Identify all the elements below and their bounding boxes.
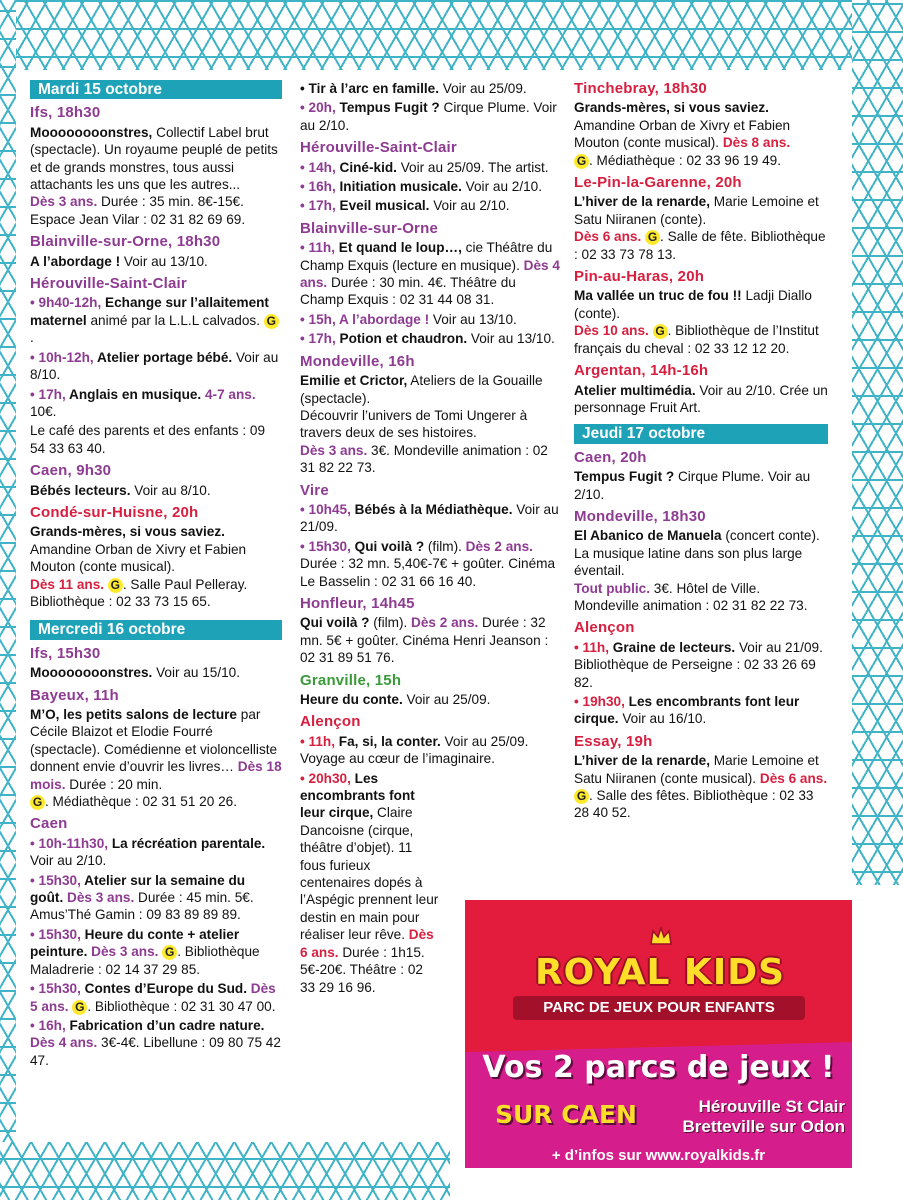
event-entry: [30, 926, 282, 978]
ad-location-2: Bretteville sur Odon: [682, 1117, 845, 1136]
event-entry: [30, 980, 282, 1015]
event-entry: [30, 253, 282, 270]
event-info: Voir au 25/09. The artist.: [396, 159, 549, 175]
event-desc: Collectif Label brut (spectacle). Un royaume peuplé de petits et de grands monstres, tous aussi attachants les uns que les autres...: [30, 124, 278, 193]
event-info: Voir au 16/10.: [618, 711, 707, 727]
event-time: • 10h-12h,: [30, 349, 94, 365]
event-entry: [30, 124, 282, 228]
event-info: Voir au 25/09.: [402, 692, 491, 707]
free-badge-icon: G: [653, 324, 668, 339]
age-label: Dès 11 ans.: [30, 576, 105, 592]
event-desc: Découvrir l’univers de Tomi Ungerer à travers deux de ses histoires.: [300, 407, 528, 441]
event-desc: (concert conte). La musique latine dans son plus large éventail.: [574, 528, 820, 579]
city-heading: Honfleur, 14h45: [300, 594, 415, 612]
event-time: • 11h,: [300, 733, 335, 749]
event-entry: [574, 99, 828, 169]
event-title: Echange sur l’allaitement maternel: [30, 295, 269, 328]
free-badge-icon: G: [30, 795, 45, 810]
ad-location-1: Hérouville St Clair: [698, 1097, 845, 1116]
ad-headline: Vos 2 parcs de jeux !: [482, 1050, 835, 1085]
event-info: Voir au 8/10.: [130, 482, 211, 498]
event-info: Cirque Plume. Voir au 2/10.: [574, 469, 811, 502]
city-heading: Hérouville-Saint-Clair: [300, 139, 457, 157]
event-entry: [574, 693, 828, 728]
event-entry: [30, 835, 282, 870]
event-title: Potion et chaudron.: [335, 331, 468, 347]
event-desc: Marie Lemoine et Satu Niiranen (conte musical).: [574, 753, 819, 786]
event-title: Heure du conte.: [300, 692, 403, 707]
event-title: Tempus Fugit ?: [335, 100, 440, 116]
event-time: • 15h, A l’abordage !: [300, 311, 430, 327]
event-title: Et quand le loup…,: [335, 240, 462, 256]
pattern-border-left: [0, 0, 16, 1200]
event-info: . Médiathèque : 02 31 51 20 26.: [45, 794, 237, 810]
free-badge-icon: G: [574, 154, 589, 169]
event-time: • 17h,: [300, 331, 336, 347]
event-info: Claire Dancoisne (cirque, théâtre d’objet). 11 fous furieux centenaires dopés à l’Aspégic prennent leur destin en main pour réaliser leur rêve.: [300, 805, 439, 943]
event-info: Voir au 2/10.: [461, 179, 543, 195]
column-right: [574, 78, 828, 824]
event-title: A l’abordage !: [30, 253, 121, 269]
event-time: • 10h45,: [300, 501, 351, 517]
event-info: Durée : 32 mn. 5,40€-7€ + goûter. Cinéma Le Basselin : 02 31 66 16 40.: [300, 556, 556, 589]
event-time: • 10h-11h30,: [30, 835, 109, 851]
event-title: Les encombrants font leur cirque,: [300, 770, 415, 821]
city-heading: Alençon: [300, 713, 361, 731]
ad-city: SUR CAEN: [495, 1100, 637, 1129]
column-middle: [300, 80, 562, 998]
event-time: • 15h30,: [30, 926, 81, 942]
event-info: Voir au 25/09. Voyage au cœur de l’imaginaire.: [300, 733, 529, 767]
event-info: Voir au 13/10.: [467, 331, 555, 347]
event-title: Contes d’Europe du Sud.: [80, 981, 248, 997]
event-entry: [574, 527, 828, 614]
event-info: . Bibliothèque de l’Institut français du cheval : 02 33 12 12 20.: [574, 323, 819, 356]
city-heading: Le-Pin-la-Garenne, 20h: [574, 174, 742, 192]
event-time: • 11h,: [574, 639, 609, 655]
event-desc: Ladji Diallo (conte).: [574, 288, 812, 321]
event-info: cie Théâtre du Champ Exquis (lecture en musique).: [300, 240, 553, 273]
event-note: Le café des parents et des enfants : 09 54 33 63 40.: [30, 423, 266, 456]
city-heading: Caen, 9h30: [30, 462, 112, 480]
event-time: • 20h,: [300, 100, 336, 116]
event-title: Ma vallée un truc de fou !!: [574, 288, 742, 304]
event-desc: par Cécile Blaizot et Elodie Fourré (spectacle). Comédienne et violoncelliste donnent envie d’ouvrir les livres…: [30, 707, 278, 775]
event-info: Durée : 30 min. 4€. Théâtre du Champ Exquis : 02 31 44 08 31.: [300, 275, 516, 308]
event-time: • 17h,: [300, 198, 336, 214]
event-info: . Salle de fête. Bibliothèque : 02 33 73 78 13.: [574, 229, 826, 262]
event-info: (film).: [424, 538, 462, 554]
event-info: Voir au 21/09. Bibliothèque de Perseigne : 02 33 26 69 82.: [574, 639, 823, 690]
event-entry: [300, 372, 562, 476]
event-title: • Tir à l’arc en famille.: [300, 81, 439, 96]
event-info: Voir au 2/10. Crée un personnage Fruit Art.: [574, 382, 828, 415]
event-entry: [300, 733, 562, 768]
free-badge-icon: G: [645, 230, 660, 245]
age-label: Dès 18 mois.: [30, 759, 282, 792]
age-label: Dès 6 ans.: [300, 927, 434, 960]
event-info: Voir au 2/10.: [429, 198, 510, 214]
event-entry: • 9h40-12h, Echange sur l’allaitement maternel animé par la L.L.L calvados. G.: [30, 294, 282, 346]
ad-locations: [655, 1097, 845, 1137]
pattern-border-right: [852, 0, 903, 885]
column-left: [30, 78, 282, 1071]
city-heading: Bayeux, 11h: [30, 686, 119, 704]
event-entry: [574, 752, 828, 822]
event-info: . Bibliothèque Maladrerie : 02 14 37 29 85.: [30, 944, 260, 977]
event-entry: [300, 239, 562, 309]
event-entry: [300, 80, 562, 97]
city-heading: Caen, 20h: [574, 448, 647, 466]
event-title: Grands-mères, si vous saviez.: [30, 524, 225, 540]
pattern-border-bottom: [0, 1142, 450, 1200]
age-label: Dès 3 ans.: [300, 442, 368, 458]
ad-tagline: PARC DE JEUX POUR ENFANTS: [513, 996, 805, 1020]
event-title: Emilie et Crictor,: [300, 373, 408, 389]
city-heading: Granville, 15h: [300, 671, 402, 689]
event-entry: [300, 178, 562, 195]
event-entry: [300, 614, 562, 666]
event-title: Moooooooonstres,: [30, 124, 153, 140]
age-label: 4-7 ans.: [201, 386, 256, 402]
free-badge-icon: G: [162, 945, 177, 960]
event-title: Qui voilà ?: [350, 538, 425, 554]
event-info: Durée : 32 mn. 5€ + goûter. Cinéma Henri Jeanson : 02 31 89 51 76.: [300, 615, 549, 666]
event-entry: [30, 386, 282, 421]
age-label: Tout public.: [574, 580, 651, 596]
event-title: L’hiver de la renarde,: [574, 194, 710, 210]
event-time: • 15h30,: [30, 872, 81, 888]
event-time: • 15h30,: [30, 981, 81, 997]
age-label: Dès 3 ans.: [30, 194, 98, 210]
event-time: • 19h30,: [574, 694, 625, 709]
age-label: Dès 10 ans.: [574, 323, 649, 339]
city-heading: Blainville-sur-Orne, 18h30: [30, 233, 221, 251]
event-entry: [574, 468, 828, 503]
event-info: Voir au 8/10.: [30, 349, 279, 383]
event-entry: [574, 639, 828, 691]
event-entry: [300, 691, 562, 708]
event-entry: [300, 330, 562, 347]
event-title: L’hiver de la renarde,: [574, 753, 710, 769]
age-label: Dès 4 ans.: [300, 257, 560, 291]
free-badge-icon: G: [264, 314, 279, 329]
event-info: Voir au 21/09.: [300, 501, 559, 535]
city-heading: Tinchebray, 18h30: [574, 80, 707, 97]
city-heading: Condé-sur-Huisne, 20h: [30, 503, 199, 521]
city-heading: Ifs, 18h30: [30, 104, 101, 122]
city-heading: Essay, 19h: [574, 732, 653, 750]
event-entry: [300, 501, 562, 536]
event-time: • 15h30,: [300, 538, 351, 554]
event-time: • 20h30,: [300, 770, 351, 786]
event-entry: [300, 538, 562, 590]
event-time: • 11h,: [300, 240, 335, 256]
event-title: Atelier portage bébé.: [93, 349, 233, 365]
event-title: Graine de lecteurs.: [609, 639, 736, 655]
event-info: Voir au 25/09.: [439, 81, 527, 96]
event-entry: [300, 770, 440, 996]
event-title: Tempus Fugit ?: [574, 469, 675, 485]
age-label: Dès 2 ans.: [461, 538, 533, 554]
event-title: Atelier sur la semaine du goût.: [30, 872, 246, 906]
city-heading: Mondeville, 16h: [300, 352, 415, 370]
city-heading: Pin-au-Haras, 20h: [574, 268, 705, 286]
day-header: Mercredi 16 octobre: [30, 620, 282, 639]
age-label: Dès 8 ans.: [719, 135, 791, 151]
event-info: Voir au 13/10.: [429, 311, 517, 327]
age-label: Dès 6 ans.: [574, 229, 642, 245]
event-info: Voir au 2/10.: [30, 853, 107, 869]
event-info: (film).: [369, 615, 408, 631]
event-info: 3€-4€. Libellune : 09 80 75 42 47.: [30, 1035, 281, 1068]
day-header: Mardi 15 octobre: [30, 80, 282, 99]
event-entry: [574, 287, 828, 357]
event-title: Bébés à la Médiathèque.: [350, 501, 513, 517]
city-heading: Vire: [300, 481, 329, 499]
event-desc: Marie Lemoine et Satu Niiranen (conte).: [574, 194, 819, 227]
event-entry: [30, 349, 282, 384]
event-title: Fabrication d’un cadre nature.: [65, 1017, 265, 1033]
age-label: Dès 6 ans.: [756, 770, 828, 786]
free-badge-icon: G: [108, 578, 123, 593]
event-info: . Salle Paul Pelleray. Bibliothèque : 02 33 73 15 65.: [30, 576, 248, 609]
event-title: Moooooooonstres.: [30, 665, 153, 681]
event-title: Initiation musicale.: [335, 179, 462, 195]
city-heading: Argentan, 14h-16h: [574, 362, 709, 380]
event-entry: [574, 382, 828, 417]
event-entry: [300, 311, 562, 328]
day-header: Jeudi 17 octobre: [574, 424, 828, 443]
city-heading: Hérouville-Saint-Clair: [30, 275, 187, 293]
city-heading: Ifs, 15h30: [30, 644, 101, 662]
event-entry: [30, 706, 282, 810]
free-badge-icon: G: [574, 789, 589, 804]
event-entry: [30, 1017, 282, 1069]
event-entry: [30, 482, 282, 499]
event-info: 10€.: [30, 403, 57, 419]
event-title: Atelier multimédia.: [574, 382, 696, 398]
city-heading: Alençon: [574, 619, 635, 637]
ad-logo-text: ROYAL KIDS: [534, 952, 786, 993]
event-time: • 9h40-12h,: [30, 295, 102, 311]
event-entry: [30, 664, 282, 681]
crown-icon: [650, 926, 672, 946]
ad-website-link[interactable]: + d’infos sur www.royalkids.fr: [551, 1147, 766, 1164]
event-info: Voir au 13/10.: [120, 253, 208, 269]
event-title: El Abanico de Manuela: [574, 528, 722, 544]
age-label: Dès 2 ans.: [407, 615, 479, 631]
city-heading: Mondeville, 18h30: [574, 507, 706, 525]
event-title: Les encombrants font leur cirque.: [574, 694, 800, 727]
event-info: Cirque Plume. Voir au 2/10.: [300, 100, 557, 133]
event-entry: [30, 523, 282, 610]
free-badge-icon: G: [72, 1000, 87, 1015]
event-entry: [30, 872, 282, 924]
event-info: Durée : 35 min. 8€-15€. Espace Jean Vilar : 02 31 82 69 69.: [30, 194, 246, 227]
event-info: animé par la L.L.L calvados.: [86, 312, 260, 328]
event-entry: [300, 159, 562, 176]
event-title: Anglais en musique.: [65, 386, 202, 402]
event-entry: [300, 197, 562, 214]
event-time: • 14h,: [300, 159, 336, 175]
event-info: 3€. Hôtel de Ville. Mondeville animation : 02 31 82 22 73.: [574, 580, 808, 613]
event-title: Eveil musical.: [335, 198, 430, 214]
event-title: M’O, les petits salons de lecture: [30, 707, 237, 722]
event-desc: Amandine Orban de Xivry et Fabien Mouton (conte musical).: [574, 117, 791, 151]
age-label: Dès 4 ans.: [30, 1035, 98, 1051]
event-info: . Bibliothèque : 02 31 30 47 00.: [87, 998, 276, 1014]
event-title: Fa, si, la conter.: [335, 733, 441, 749]
age-label: Dès 3 ans.: [63, 890, 135, 906]
event-time: • 16h,: [300, 179, 336, 195]
age-label: Dès 5 ans.: [30, 981, 276, 1014]
event-time: • 17h,: [30, 386, 66, 402]
event-info: Durée : 1h15. 5€-20€. Théâtre : 02 33 29 16 96.: [300, 944, 425, 995]
event-title: La récréation parentale.: [108, 835, 266, 851]
event-title: Heure du conte + atelier peinture.: [30, 926, 240, 960]
age-label: Dès 3 ans.: [87, 944, 159, 960]
event-time: • 16h,: [30, 1017, 66, 1033]
event-info: . Médiathèque : 02 33 96 19 49.: [589, 152, 781, 168]
event-title: Bébés lecteurs.: [30, 482, 131, 498]
event-info: Durée : 20 min.: [65, 776, 163, 792]
event-entry: [300, 99, 562, 134]
city-heading: Blainville-sur-Orne: [300, 219, 439, 237]
event-info: . Salle des fêtes. Bibliothèque : 02 33 28 40 52.: [574, 788, 814, 821]
event-info: 3€. Mondeville animation : 02 31 82 22 73.: [300, 442, 548, 476]
event-entry: [574, 193, 828, 263]
event-desc: Ateliers de la Gouaille (spectacle).: [300, 373, 543, 406]
pattern-border-top: [0, 0, 903, 70]
event-info: Voir au 15/10.: [152, 665, 241, 681]
royal-kids-ad[interactable]: [465, 900, 852, 1168]
city-heading: Caen: [30, 815, 68, 833]
event-title: Grands-mères, si vous saviez.: [574, 100, 769, 116]
event-desc: Amandine Orban de Xivry et Fabien Mouton (conte musical).: [30, 541, 247, 575]
event-title: Ciné-kid.: [335, 159, 397, 175]
ad-logo: [515, 940, 805, 993]
event-info: Durée : 45 min. 5€. Amus’Thé Gamin : 09 83 89 89 89.: [30, 890, 254, 923]
event-title: Qui voilà ?: [300, 615, 370, 631]
